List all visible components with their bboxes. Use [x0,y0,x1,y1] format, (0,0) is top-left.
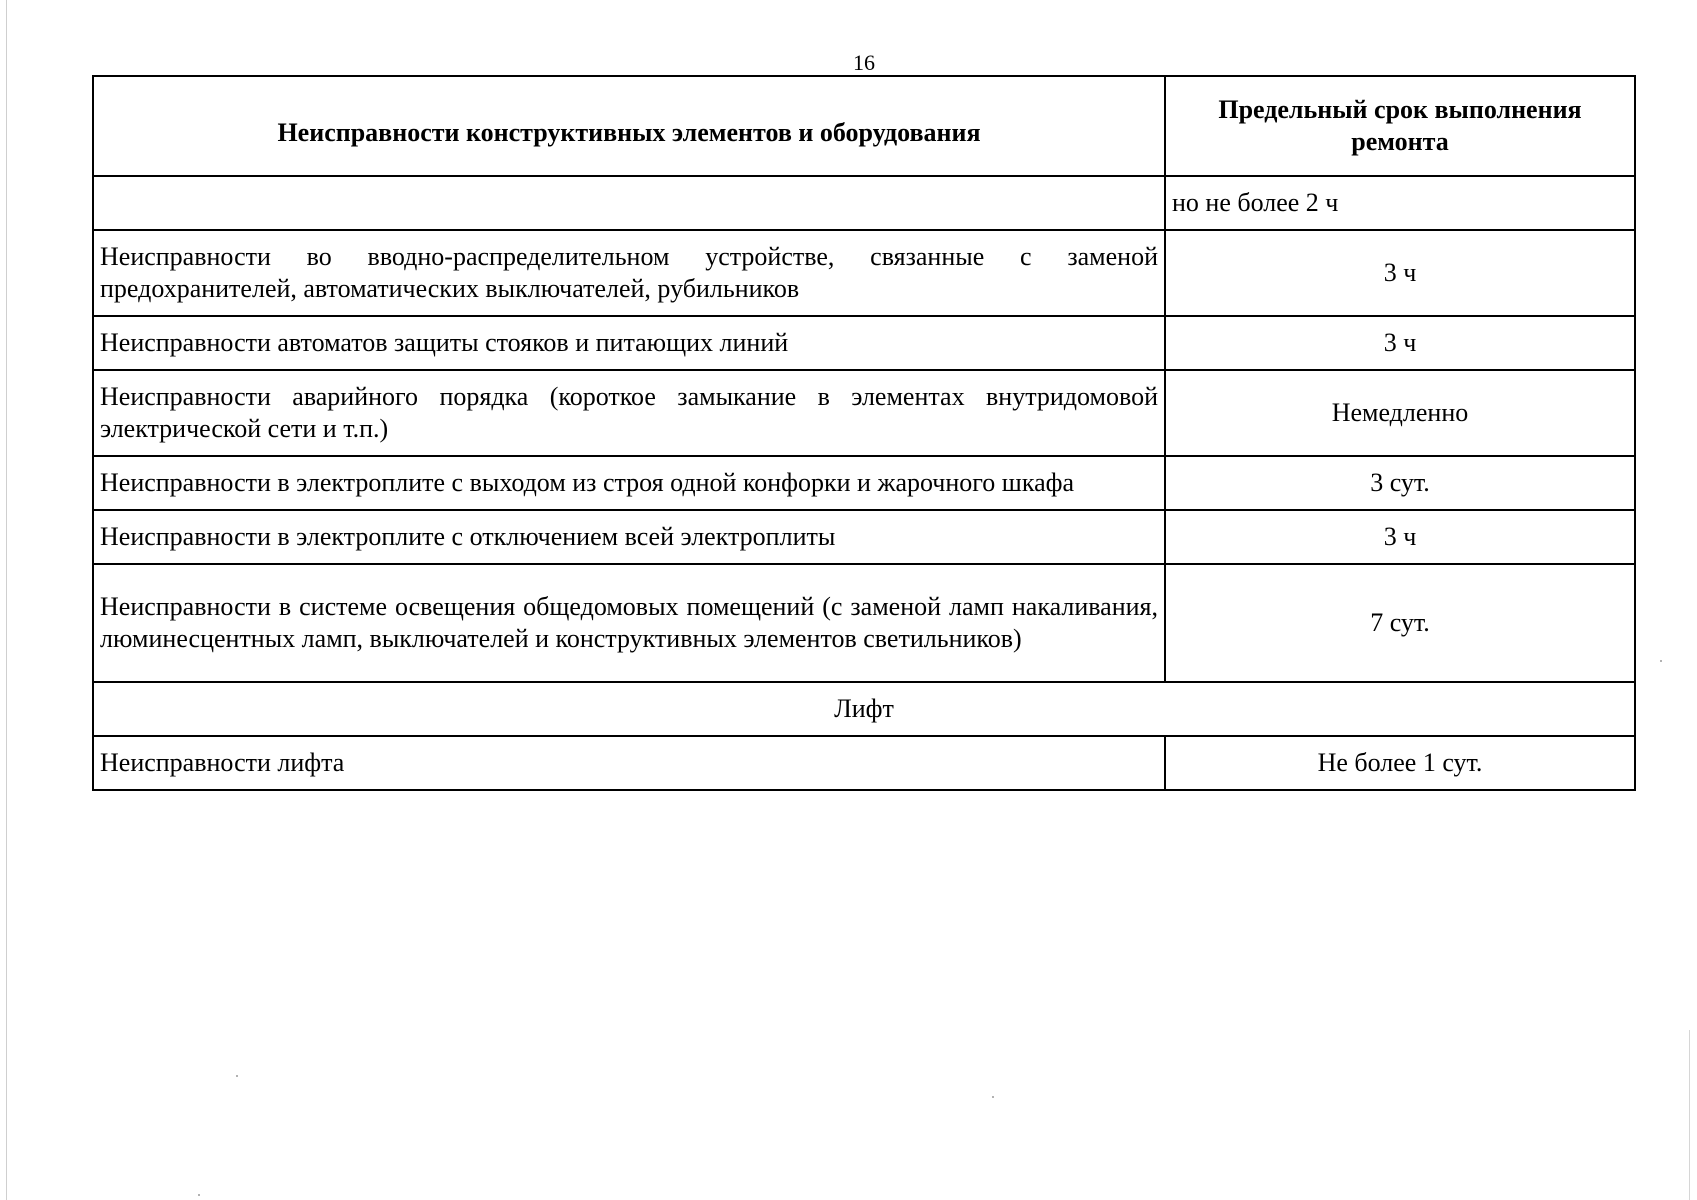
header-deadline: Предельный срок выполнения ремонта [1165,76,1635,176]
table-row [93,370,1635,456]
row-deadline: Немедленно [1165,370,1635,456]
scan-speck [992,1096,994,1098]
row-description: Неисправности аварийного порядка (короткое замыкание в элементах внутридомовой электрической сети и т.п.) [93,370,1165,456]
section-title-elevator: Лифт [93,682,1635,736]
row-description: Неисправности в электроплите с выходом из строя одной конфорки и жарочного шкафа [93,456,1165,510]
section-row [93,682,1635,736]
row-deadline: 3 ч [1165,316,1635,370]
table-row [93,456,1635,510]
table-row [93,230,1635,316]
page-number: 16 [853,50,875,75]
repair-deadlines-table [92,75,1636,791]
row-description: Неисправности автоматов защиты стояков и питающих линий [93,316,1165,370]
header-defects: Неисправности конструктивных элементов и оборудования [93,76,1165,176]
scan-speck [198,1194,200,1196]
row-deadline: но не более 2 ч [1165,176,1635,230]
table-row [93,176,1635,230]
row-deadline: 3 ч [1165,510,1635,564]
row-description: Неисправности лифта [93,736,1165,790]
table-header-row [93,76,1635,176]
row-deadline: 3 ч [1165,230,1635,316]
table-row [93,564,1635,682]
table-row [93,316,1635,370]
scan-left-edge [6,0,7,1200]
row-deadline: Не более 1 сут. [1165,736,1635,790]
row-deadline: 7 сут. [1165,564,1635,682]
row-description [93,176,1165,230]
table-row [93,736,1635,790]
scan-right-edge [1689,1030,1690,1200]
row-description: Неисправности во вводно-распределительном устройстве, связанные с заменой предохранителей, автоматических выключателей, рубильников [93,230,1165,316]
table-row [93,510,1635,564]
scan-speck [236,1075,238,1077]
row-deadline: 3 сут. [1165,456,1635,510]
scan-speck [1660,660,1662,662]
row-description: Неисправности в системе освещения общедомовых помещений (с заменой ламп накаливания, люминесцентных ламп, выключателей и конструктивных элементов светильников) [93,564,1165,682]
row-description: Неисправности в электроплите с отключением всей электроплиты [93,510,1165,564]
